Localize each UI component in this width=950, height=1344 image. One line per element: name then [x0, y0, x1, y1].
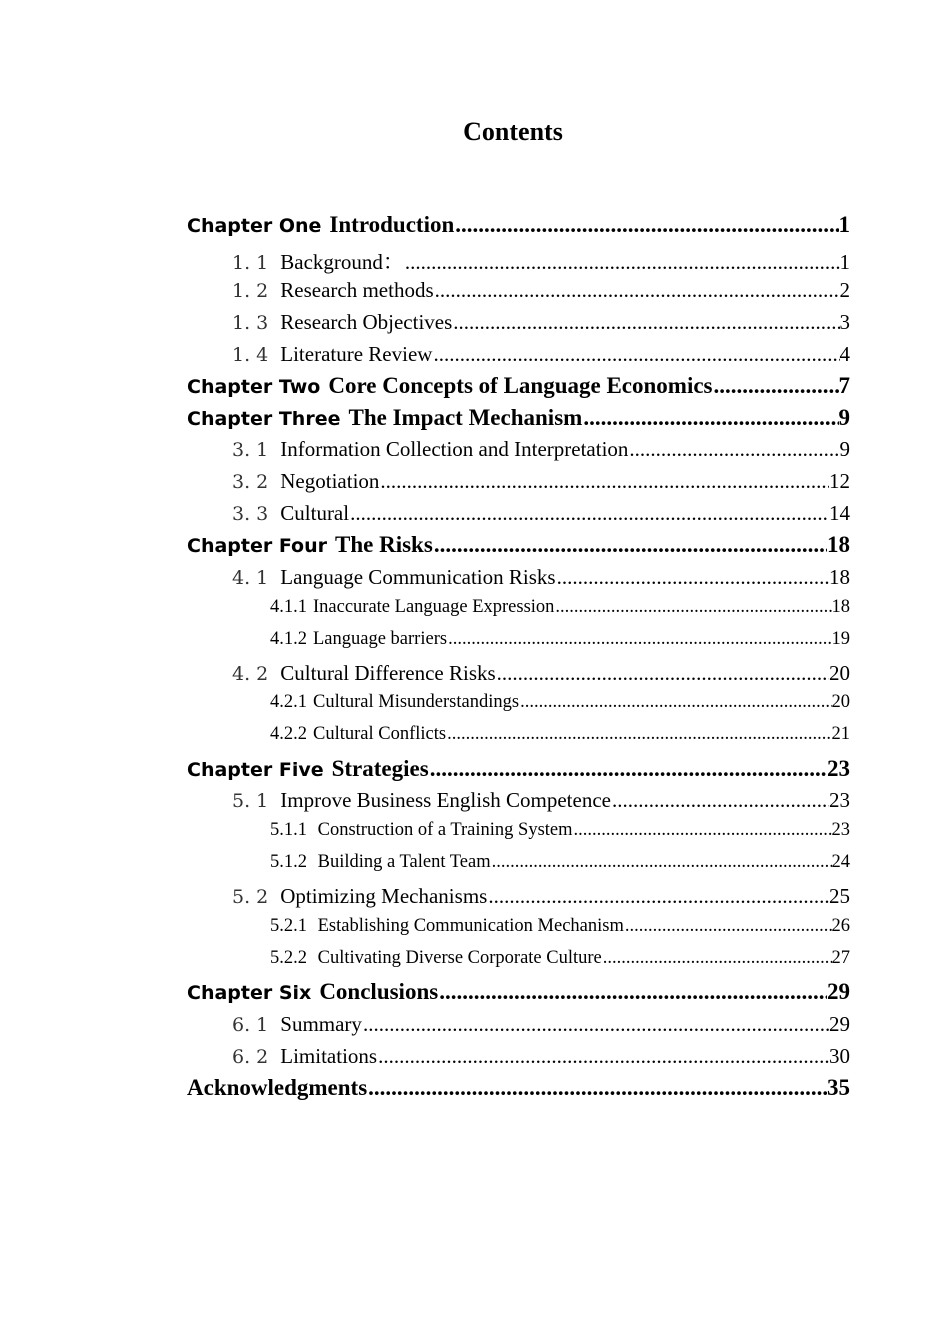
toc-entry-label	[187, 532, 433, 558]
dot-leader	[492, 852, 832, 873]
entry-title: Strategies	[331, 756, 429, 781]
entry-title: Construction of a Training System	[317, 820, 573, 840]
entry-title: Information Collection and Interpretation	[280, 437, 629, 461]
chapter-prefix: Chapter One	[187, 215, 322, 237]
dot-leader	[430, 756, 827, 782]
page-number: 35	[827, 1075, 850, 1100]
toc-entry	[187, 405, 850, 431]
entry-title: Background：	[280, 250, 404, 274]
entry-title: Cultivating Diverse Corporate Culture	[317, 948, 602, 968]
page-number: 27	[831, 948, 850, 968]
toc-entry-label	[232, 1012, 362, 1037]
page-title: Contents	[463, 117, 563, 146]
toc-entry-label	[270, 692, 519, 713]
dot-leader	[405, 250, 840, 275]
entry-title: Language barriers	[313, 629, 448, 649]
toc-entry-label	[232, 246, 404, 276]
toc-entry-label	[232, 469, 379, 494]
toc-entry	[232, 1044, 850, 1069]
page-number: 3	[839, 310, 850, 334]
toc-entry	[270, 724, 850, 745]
toc-entry	[187, 373, 850, 399]
entry-title: Improve Business English Competence	[280, 788, 611, 812]
page-number: 7	[838, 373, 850, 398]
entry-title: Building a Talent Team	[317, 852, 491, 872]
page-number: 18	[829, 565, 850, 589]
dot-leader	[455, 212, 838, 238]
toc-entry	[270, 629, 850, 650]
page-number: 18	[827, 532, 850, 557]
section-number: 6. 2	[232, 1046, 269, 1068]
section-number: 5. 2	[232, 886, 269, 908]
dot-leader	[453, 310, 839, 335]
entry-title: Establishing Communication Mechanism	[317, 916, 624, 936]
toc-entry	[232, 469, 850, 494]
toc-entry	[270, 852, 850, 873]
chapter-prefix: Chapter Four	[187, 535, 328, 557]
toc-entry-label	[187, 756, 429, 782]
toc-entry-label	[232, 884, 487, 909]
entry-title: Research Objectives	[280, 310, 453, 334]
page-number: 12	[829, 469, 850, 493]
dot-leader	[380, 469, 829, 494]
page-number: 30	[829, 1044, 850, 1068]
entry-title: Cultural	[280, 501, 350, 525]
dot-leader	[714, 373, 839, 399]
page-number: 9	[839, 437, 850, 461]
entry-title: Inaccurate Language Expression	[313, 597, 555, 617]
dot-leader	[488, 884, 829, 909]
dot-leader	[350, 501, 829, 526]
section-number: 1. 2	[232, 280, 269, 302]
page-number: 26	[831, 916, 850, 936]
page-number: 20	[831, 692, 850, 712]
toc-entry-label	[270, 629, 447, 650]
entry-title: Optimizing Mechanisms	[280, 884, 488, 908]
dot-leader	[433, 342, 839, 367]
toc-entry	[187, 212, 850, 238]
toc-entry	[232, 278, 850, 303]
entry-title: Limitations	[280, 1044, 378, 1068]
entry-title: Cultural Conflicts	[313, 724, 447, 744]
entry-title: Research methods	[280, 278, 434, 302]
section-number: 6. 1	[232, 1014, 269, 1036]
toc-entry	[187, 756, 850, 782]
dot-leader	[520, 692, 831, 713]
dot-leader	[557, 565, 829, 590]
dot-leader	[583, 405, 838, 431]
dot-leader	[439, 979, 827, 1005]
page-number: 23	[829, 788, 850, 812]
page-number: 2	[839, 278, 850, 302]
section-number: 4.1.1	[270, 597, 307, 617]
toc-entry-label	[270, 948, 602, 969]
section-number: 5. 1	[232, 790, 269, 812]
page-number: 24	[831, 852, 850, 872]
section-number: 4.2.2	[270, 724, 307, 744]
page-number: 4	[839, 342, 850, 366]
toc-entry	[270, 916, 850, 937]
toc-entry-label	[270, 597, 554, 618]
toc-entry-label	[270, 916, 624, 937]
toc-entry	[270, 597, 850, 618]
entry-title: Literature Review	[280, 342, 433, 366]
toc-entry	[187, 532, 850, 558]
page-number: 18	[831, 597, 850, 617]
page-number: 1	[839, 250, 850, 274]
toc-entry	[187, 979, 850, 1005]
toc-entry	[232, 437, 850, 462]
chapter-prefix: Chapter Two	[187, 376, 321, 398]
entry-title: Conclusions	[319, 979, 439, 1004]
dot-leader	[612, 788, 829, 813]
section-number: 3. 1	[232, 439, 269, 461]
entry-title: Cultural Misunderstandings	[313, 692, 520, 712]
section-number: 5.1.1	[270, 820, 312, 840]
toc-entry	[270, 820, 850, 841]
section-number: 4.1.2	[270, 629, 307, 649]
toc-entry-label	[270, 852, 491, 873]
entry-title: Summary	[280, 1012, 362, 1036]
toc-entry-label	[187, 979, 438, 1005]
toc-entry	[232, 788, 850, 813]
dot-leader	[363, 1012, 829, 1037]
toc-entry	[232, 342, 850, 367]
toc-entry-label	[232, 437, 628, 462]
page-number: 25	[829, 884, 850, 908]
toc-entry-label	[187, 373, 713, 399]
page-number: 29	[829, 1012, 850, 1036]
section-number: 4. 2	[232, 663, 269, 685]
dot-leader	[378, 1044, 829, 1069]
toc-entry-label	[232, 788, 611, 813]
toc-entry-label	[232, 310, 452, 335]
toc-entry	[232, 501, 850, 526]
toc-entry	[232, 310, 850, 335]
toc-entry	[232, 1012, 850, 1037]
page-number: 20	[829, 661, 850, 685]
dot-leader	[368, 1075, 827, 1101]
toc-entry	[270, 692, 850, 713]
dot-leader	[434, 532, 827, 558]
section-number: 4. 1	[232, 567, 269, 589]
section-number: 4.2.1	[270, 692, 307, 712]
page-number: 21	[831, 724, 850, 744]
chapter-prefix: Chapter Five	[187, 759, 324, 781]
toc-entry-label	[232, 342, 432, 367]
toc-entry-label	[232, 1044, 377, 1069]
page-number: 23	[827, 756, 850, 781]
page-number: 14	[829, 501, 850, 525]
toc-entry	[232, 246, 850, 276]
toc-entry	[232, 884, 850, 909]
dot-leader	[447, 724, 831, 745]
dot-leader	[497, 661, 829, 686]
chapter-prefix: Chapter Three	[187, 408, 341, 430]
section-number: 1. 1	[232, 252, 269, 274]
toc-entry-label	[270, 820, 573, 841]
entry-title: Acknowledgments	[187, 1075, 368, 1100]
dot-leader	[435, 278, 840, 303]
toc-entry-label	[232, 661, 496, 686]
dot-leader	[625, 916, 832, 937]
entry-title: Negotiation	[280, 469, 380, 493]
page-number: 9	[838, 405, 850, 430]
toc-entry-label	[232, 501, 349, 526]
entry-title: The Impact Mechanism	[348, 405, 583, 430]
section-number: 3. 2	[232, 471, 269, 493]
dot-leader	[603, 948, 832, 969]
entry-title: Introduction	[329, 212, 455, 237]
page-number: 19	[831, 629, 850, 649]
entry-title: The Risks	[335, 532, 433, 557]
toc-entry	[232, 661, 850, 686]
section-number: 1. 3	[232, 312, 269, 334]
chapter-prefix: Chapter Six	[187, 982, 312, 1004]
toc-entry-label	[270, 724, 446, 745]
section-number: 5.1.2	[270, 852, 312, 872]
toc-entry-label	[232, 278, 434, 303]
toc-entry-label	[232, 565, 556, 590]
entry-title: Cultural Difference Risks	[280, 661, 496, 685]
toc-entry-label	[187, 405, 582, 431]
dot-leader	[629, 437, 839, 462]
entry-title: Language Communication Risks	[280, 565, 556, 589]
dot-leader	[574, 820, 832, 841]
dot-leader	[555, 597, 831, 618]
section-number: 5.2.1	[270, 916, 312, 936]
entry-title: Core Concepts of Language Economics	[328, 373, 713, 398]
toc-entry	[232, 565, 850, 590]
page-number: 1	[838, 212, 850, 237]
toc-entry-label	[187, 1075, 367, 1101]
toc-entry	[187, 1075, 850, 1101]
dot-leader	[448, 629, 831, 650]
page-number: 23	[831, 820, 850, 840]
section-number: 1. 4	[232, 344, 269, 366]
toc-entry	[270, 948, 850, 969]
page-number: 29	[827, 979, 850, 1004]
section-number: 3. 3	[232, 503, 269, 525]
toc-entry-label	[187, 212, 454, 238]
section-number: 5.2.2	[270, 948, 312, 968]
